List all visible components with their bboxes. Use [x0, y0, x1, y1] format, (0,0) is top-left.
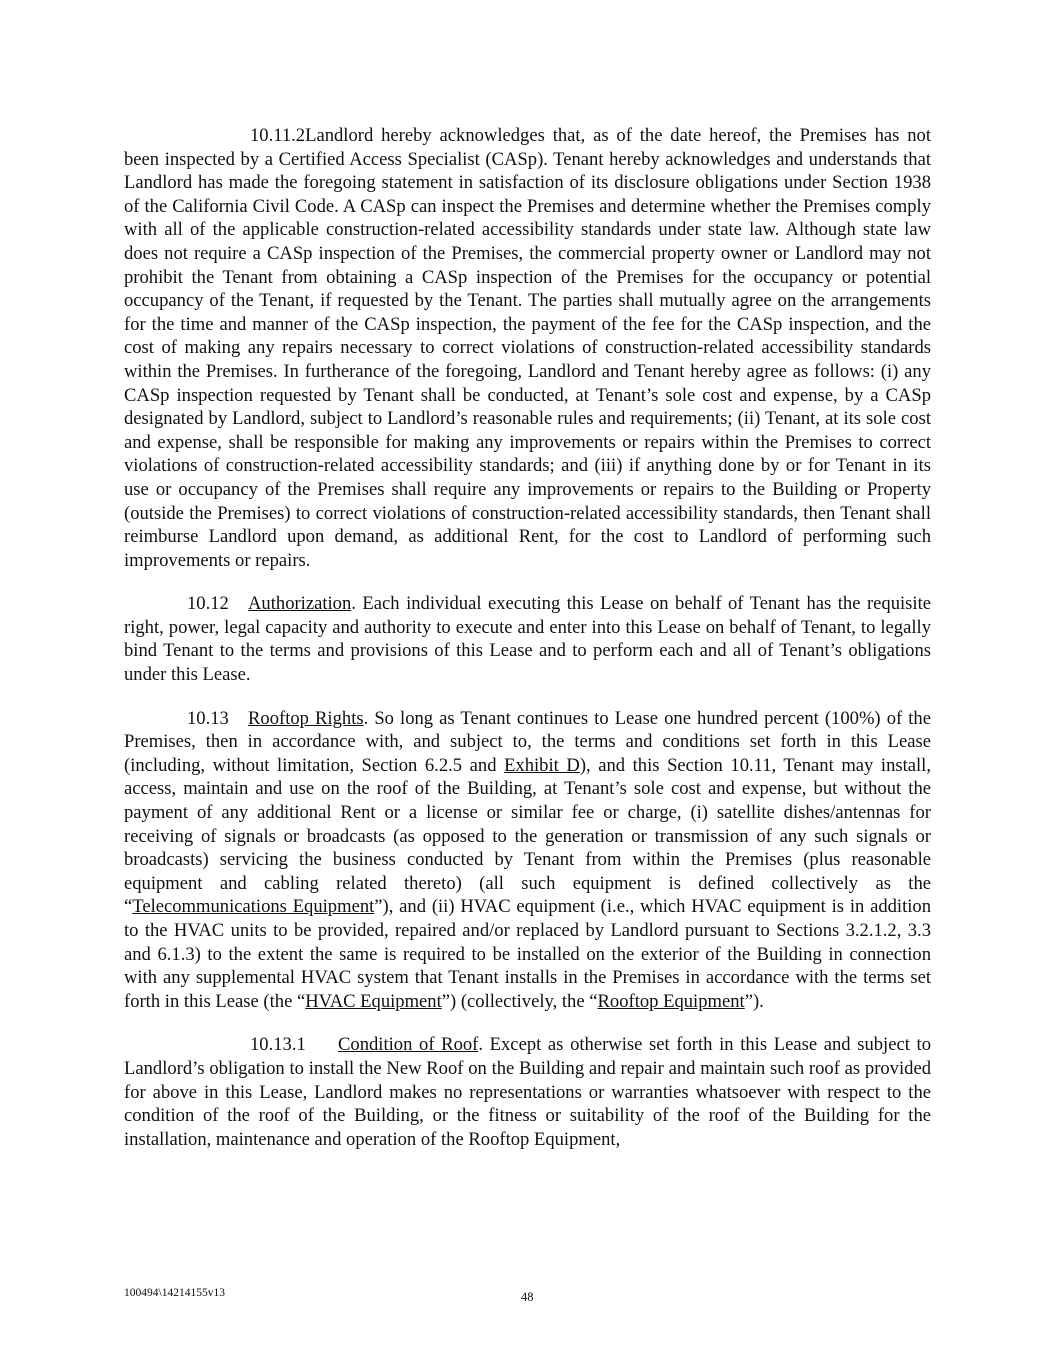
- section-text: Landlord hereby acknowledges that, as of the date hereof, the Premises has not been inspected by a Certified Access Specialist (CASp). Tenant hereby acknowledges and understands that Landlord has made the foregoing statement in satisfaction of its disclosure obligations under Section 1938 of the California Civil Code. A CASp can inspect the Premises and determine whether the Premises comply with all of the applicable construction-related accessibility standards under state law. Although state law does not require a CASp inspection of the Premises, the commercial property owner or Landlord may not prohibit the Tenant from obtaining a CASp inspection of the Premises for the occupancy or potential occupancy of the Tenant, if requested by the Tenant. The parties shall mutually agree on the arrangements for the time and manner of the CASp inspection, the payment of the fee for the CASp inspection, and the cost of making any repairs necessary to correct violations of construction-related accessibility standards within the Premises. In furtherance of the foregoing, Landlord and Tenant hereby agree as follows: (i) any CASp inspection requested by Tenant shall be conducted, at Tenant’s sole cost and expense, by a CASp designated by Landlord, subject to Landlord’s reasonable rules and requirements; (ii) Tenant, at its sole cost and expense, shall be responsible for making any improvements or repairs within the Premises to correct violations of construction-related accessibility standards; and (iii) if anything done by or for Tenant in its use or occupancy of the Premises shall require any improvements or repairs to the Building or Property (outside the Premises) to correct violations of construction-related accessibility standards, then Tenant shall reimburse Landlord upon demand, as additional Rent, for the cost to Landlord of performing such improvements or repairs.: [124, 125, 931, 571]
- section-text: ”), and (ii) HVAC equipment (i.e., which HVAC equipment is in addition to the HVAC units to be provided, repaired and/or replaced by Landlord pursuant to Sections 3.2.1.2, 3.3 and 6.1.3) to the extent the same is required to be installed on the exterior of the Building in connection with any supplemental HVAC system that Tenant installs in the Premises in accordance with the terms set forth in this Lease (the “: [124, 896, 932, 1012]
- section-text: . Each individual executing this Lease on behalf of Tenant has the requisite right, power, legal capacity and authority to execute and enter into this Lease on behalf of Tenant, to legally bind Tenant to the terms and provisions of this Lease and to perform each and all of Tenant’s obligations under this Lease.: [124, 593, 931, 686]
- section-text: ”) (collectively, the “: [441, 990, 598, 1012]
- section-10-13-1: [124, 1033, 931, 1151]
- section-10-13: [124, 707, 931, 1014]
- section-text: ), and this Section 10.11, Tenant may install, access, maintain and use on the roof of the Building, at Tenant’s sole cost and expense, but without the payment of any additional Rent or a license or similar fee or charge, (i) satellite dishes/antennas for receiving of signals or broadcasts (as opposed to the generation or transmission of any such signals or broadcasts) servicing the business conducted by Tenant from within the Premises (plus reasonable equipment and cabling related thereto) (all such equipment is defined collectively as the “: [124, 754, 931, 918]
- defined-term: Rooftop Equipment: [597, 990, 745, 1012]
- exhibit-reference: Exhibit D: [504, 754, 580, 776]
- section-heading: Condition of Roof: [338, 1034, 479, 1056]
- section-text: ”).: [744, 990, 764, 1012]
- section-10-12: [124, 592, 931, 686]
- defined-term: HVAC Equipment: [305, 990, 442, 1012]
- section-heading: Rooftop Rights: [248, 707, 364, 729]
- section-text: . Except as otherwise set forth in this Lease and subject to Landlord’s obligation to install the New Roof on the Building and repair and maintain such roof as provided for above in this Lease, Landlord makes no representations or warranties whatsoever with respect to the condition of the roof of the Building, or the fitness or suitability of the roof of the Building for the installation, maintenance and operation of the Rooftop Equipment,: [124, 1034, 931, 1150]
- footer-doc-id: 100494\14214155v13: [124, 1287, 225, 1299]
- defined-term: Telecommunications Equipment: [132, 896, 375, 918]
- section-number: 10.12: [187, 593, 229, 615]
- footer-page-number: 48: [521, 1290, 534, 1304]
- section-number: 10.13.1: [250, 1034, 306, 1056]
- section-number: 10.13: [187, 707, 229, 729]
- section-text: . So long as Tenant continues to Lease one hundred percent (100%) of the Premises, then in accordance with, and subject to, the terms and conditions set forth in this Lease (including, without limitation, Section 6.2.5 and: [124, 707, 931, 776]
- section-10-11-2: [124, 124, 931, 572]
- section-number: 10.11.2: [250, 125, 306, 146]
- section-heading: Authorization: [248, 593, 352, 615]
- document-body: [124, 124, 931, 1171]
